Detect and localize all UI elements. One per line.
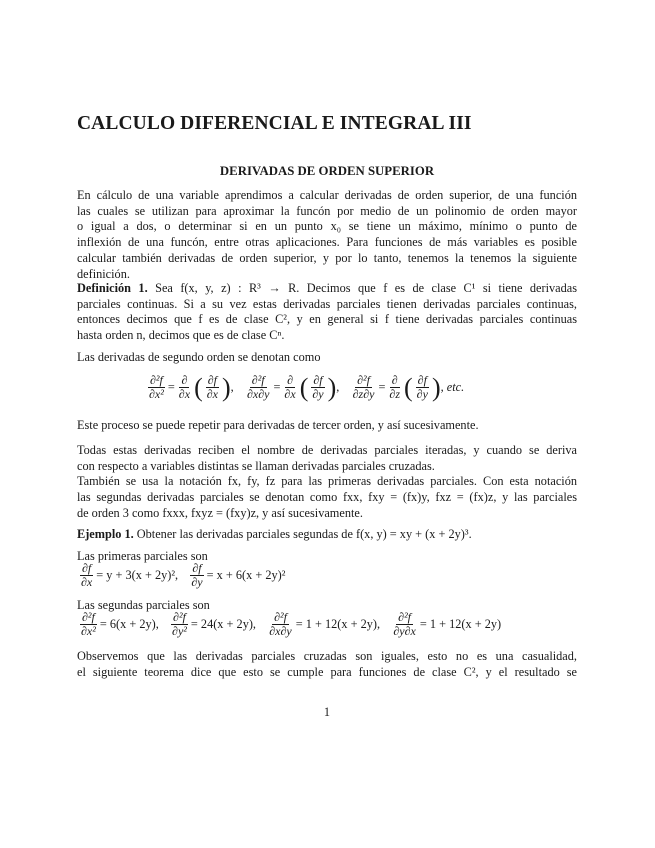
text-line: Todas estas derivadas reciben el nombre de derivadas parciales iteradas, y cuando se deriva <box>77 443 577 457</box>
text-line: inflexión de una funcón, entre otras aplicaciones. Para funciones de más variables es posible <box>77 235 577 250</box>
text-line: parciales continuas. Si a su vez estas derivadas parciales tienen derivadas parciales continuas, <box>77 296 577 311</box>
second-partials-label: Las segundas parciales son <box>77 598 210 612</box>
text-line: con respecto a variables distintas se llaman derivadas parciales cruzadas. <box>77 458 435 473</box>
text-line: hasta orden n, decimos que es de clase Cⁿ. <box>77 328 285 343</box>
text-line: calcular también derivadas de orden superior, y por lo tanto, tenemos la tenemos la siguiente <box>77 250 577 265</box>
display-equation: $\frac{\text{∂²f}}{\text{∂x²}}$ = $\frac{\partial}{\partial x}$ ( $\frac{\partial f}{\partial x}$ ) , $\frac{\text{∂²f}}{\partial x\partial y}$ = $\frac{\partial}{\partial x}$ ( $\frac{\partial f}{\partial y}$ ) , $\frac{\text{∂²f}}{\partial z\partial y}$ = $\frac{\partial}{\partial z}$ ( $\frac{\partial f}{\partial y}$ ) , etc. <box>149 372 465 402</box>
section-heading: DERIVADAS DE ORDEN SUPERIOR <box>219 164 435 178</box>
text-line: Observemos que las derivadas parciales cruzadas son iguales, esto no es una casualidad, <box>77 649 577 663</box>
example-label: Ejemplo 1. <box>77 527 134 541</box>
text-line: También se usa la notación fx, fy, fz para las primeras derivadas parciales. Con esta notación <box>77 474 577 489</box>
first-partials-equations: $\frac{\partial f}{\partial x}$ = y + 3(x + 2y)², $\frac{\partial f}{\partial y}$ = x + 6(x + 2y)² <box>81 561 286 589</box>
text-line: o igual a dos, o determinar si en un punto x₀ se tiene un máximo, mínimo o punto de <box>77 219 577 234</box>
text-line: definición. <box>77 266 130 281</box>
definition-block <box>77 281 577 344</box>
document-title: CALCULO DIFERENCIAL E INTEGRAL III <box>77 113 472 134</box>
text-line: de orden 3 como fxxx, fxyz = (fxy)z, y así sucesivamente. <box>77 505 363 520</box>
fraction: $\frac{\text{∂²f}}{\text{∂x²}}$ <box>149 373 164 401</box>
definition-label: Definición 1. <box>77 281 148 295</box>
example-block: Ejemplo 1. Obtener las derivadas parciales segundas de f(x, y) = xy + (x + 2y)³. <box>77 527 472 541</box>
first-partials-label: Las primeras parciales son <box>77 549 208 563</box>
text-line: entonces decimos que f es de clase C², y en general si f tiene derivadas parciales continuas <box>77 312 577 327</box>
text-line: Definición 1. Sea f(x, y, z) : R³ → R. Decimos que f es de clase C¹ si tiene derivadas <box>77 281 578 295</box>
intro-paragraph <box>77 188 577 282</box>
text-line: En cálculo de una variable aprendimos a calcular derivadas de orden superior, de una función <box>77 188 577 202</box>
page-number: 1 <box>323 705 331 719</box>
text-line: el siguiente teorema dice que esto se cumple para funciones de clase C², y el resultado se <box>77 664 577 679</box>
iterated-paragraph <box>77 443 577 522</box>
second-order-intro: Las derivadas de segundo orden se denotan como <box>77 350 321 364</box>
closing-paragraph <box>77 649 577 680</box>
text-line: las segundas derivadas parciales se denotan como fxx, fxy = (fx)y, fxz = (fx)z, y las parciales <box>77 490 577 505</box>
repeat-line: Este proceso se puede repetir para derivadas de tercer orden, y así sucesivamente. <box>77 418 479 432</box>
second-partials-equations: $\frac{\text{∂²f}}{\text{∂x²}}$ = 6(x + 2y), $\frac{\text{∂²f}}{\text{∂y²}}$ = 24(x + 2y), $\frac{\text{∂²f}}{\partial x\partial y}$ = 1 + 12(x + 2y), $\frac{\text{∂²f}}{\partial y\partial x}$ = 1 + 12(x + 2y) <box>81 610 502 638</box>
text-line: las cuales se utilizan para aproximar la funcón por medio de un polinomio de orden mayor <box>77 203 577 218</box>
